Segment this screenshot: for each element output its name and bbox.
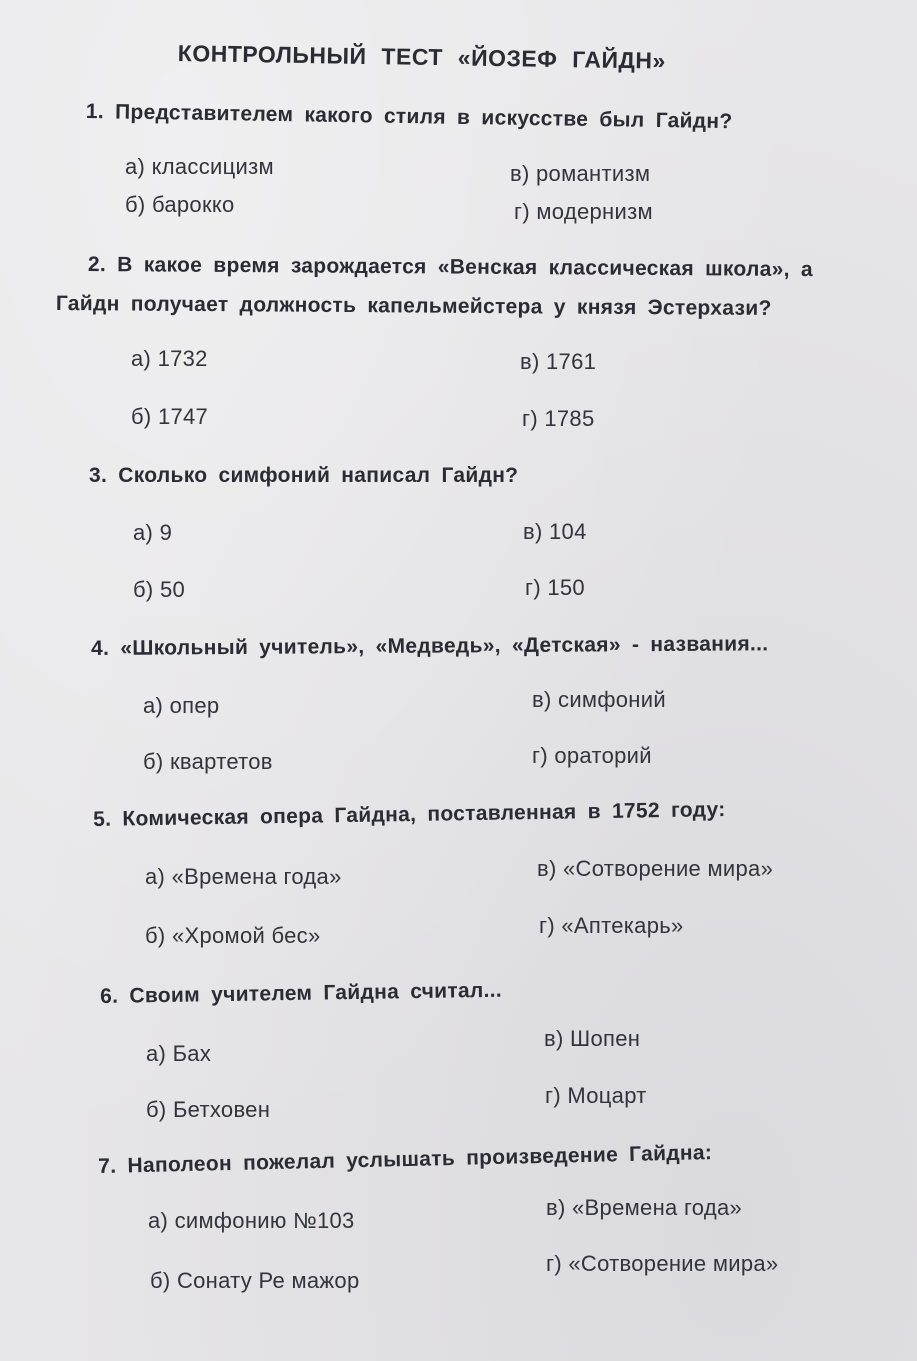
question-6-option-b[interactable]: б) Бетховен [146,1097,271,1122]
question-4-text: 4. «Школьный учитель», «Медведь», «Детская» - названия... [91,632,769,660]
question-2-option-b[interactable]: б) 1747 [131,404,209,429]
question-4-option-g[interactable]: г) ораторий [532,743,652,768]
question-2-text-line-2: Гайдн получает должность капельмейстера у князя Эстерхази? [55,292,772,320]
question-5-text: 5. Комическая опера Гайдна, поставленная в 1752 году: [93,798,726,831]
question-5-option-a[interactable]: а) «Времена года» [145,864,342,889]
question-7-option-b[interactable]: б) Сонату Ре мажор [150,1268,360,1293]
question-6-option-a[interactable]: а) Бах [146,1041,212,1066]
page-title: КОНТРОЛЬНЫЙ ТЕСТ «ЙОЗЕФ ГАЙДН» [177,40,666,74]
question-1-option-a[interactable]: а) классицизм [125,154,274,179]
question-3-option-b[interactable]: б) 50 [133,577,186,602]
question-7-option-g[interactable]: г) «Сотворение мира» [546,1251,779,1276]
question-2-option-v[interactable]: в) 1761 [520,349,597,374]
question-1-option-g[interactable]: г) модернизм [514,199,653,224]
question-6-option-v[interactable]: в) Шопен [544,1026,641,1051]
question-5-option-g[interactable]: г) «Аптекарь» [539,913,684,938]
question-1-text: 1. Представителем какого стиля в искусстве был Гайдн? [85,100,733,134]
question-7-option-v[interactable]: в) «Времена года» [546,1195,743,1220]
question-4-option-a[interactable]: а) опер [143,693,220,718]
question-5-option-v[interactable]: в) «Сотворение мира» [537,856,774,881]
question-7-text: 7. Наполеон пожелал услышать произведение Гайдна: [98,1141,713,1178]
question-3-option-a[interactable]: а) 9 [133,520,173,545]
question-6-text: 6. Своим учителем Гайдна считал... [100,978,503,1008]
question-3-option-v[interactable]: в) 104 [523,519,587,544]
question-4-option-b[interactable]: б) квартетов [143,749,273,774]
question-6-option-g[interactable]: г) Моцарт [545,1083,647,1108]
question-2-option-g[interactable]: г) 1785 [522,406,595,431]
question-3-text: 3. Сколько симфоний написал Гайдн? [89,464,519,487]
question-3-option-g[interactable]: г) 150 [525,575,585,600]
question-2-text-line-1: 2. В какое время зарождается «Венская классическая школа», а [87,253,814,282]
question-1-option-b[interactable]: б) барокко [125,192,235,217]
question-1-option-v[interactable]: в) романтизм [510,161,651,186]
question-4-option-v[interactable]: в) симфоний [532,687,666,712]
question-7-option-a[interactable]: а) симфонию №103 [148,1208,355,1233]
question-5-option-b[interactable]: б) «Хромой бес» [145,923,321,948]
question-2-option-a[interactable]: а) 1732 [131,346,208,371]
